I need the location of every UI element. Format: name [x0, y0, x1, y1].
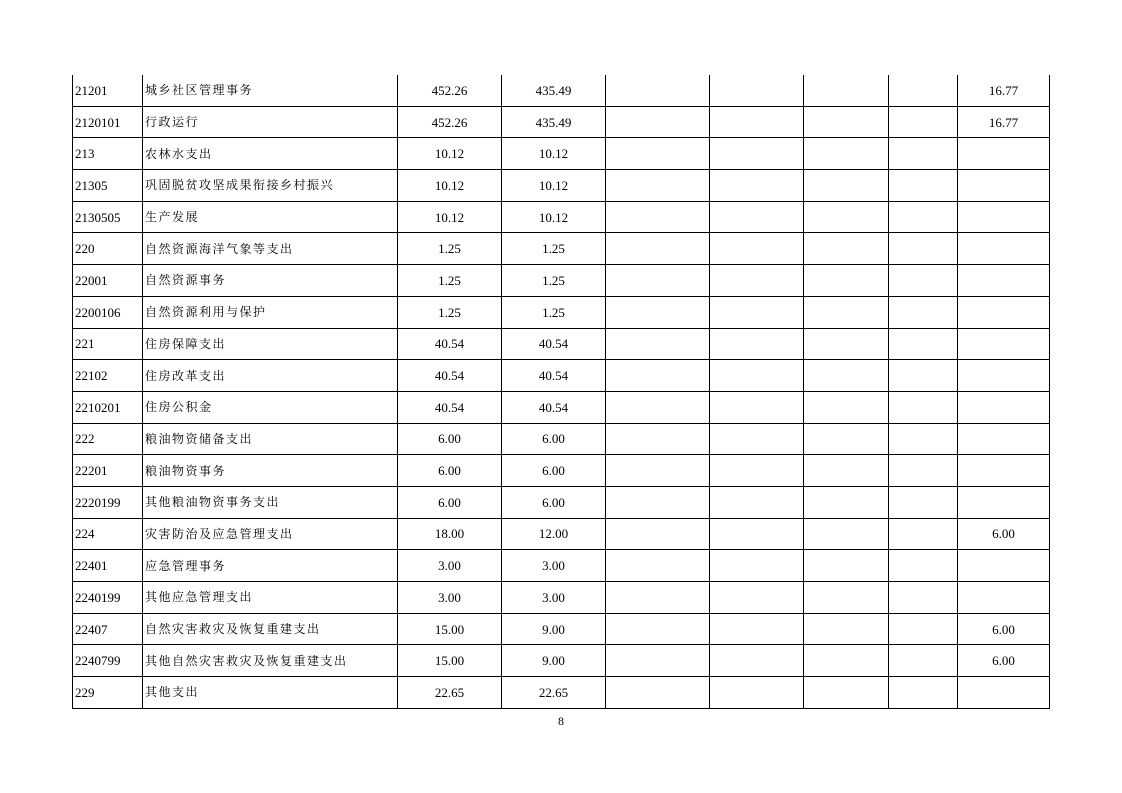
cell-name: 应急管理事务 [143, 550, 398, 582]
cell-total: 6.00 [398, 486, 502, 518]
cell-empty [606, 645, 710, 677]
cell-name: 生产发展 [143, 201, 398, 233]
cell-empty [804, 201, 889, 233]
cell-basic: 6.00 [502, 423, 606, 455]
cell-total: 15.00 [398, 645, 502, 677]
table-row [73, 550, 1050, 582]
cell-code: 2130505 [73, 201, 143, 233]
cell-name: 自然资源利用与保护 [143, 296, 398, 328]
cell-empty [889, 296, 958, 328]
cell-empty [710, 391, 804, 423]
cell-project: 16.77 [958, 75, 1050, 106]
cell-basic: 22.65 [502, 677, 606, 709]
cell-empty [606, 296, 710, 328]
cell-basic: 40.54 [502, 391, 606, 423]
cell-empty [804, 645, 889, 677]
cell-name: 粮油物资储备支出 [143, 423, 398, 455]
cell-project [958, 265, 1050, 297]
cell-basic: 1.25 [502, 233, 606, 265]
cell-empty [606, 518, 710, 550]
cell-code: 2220199 [73, 486, 143, 518]
cell-total: 40.54 [398, 360, 502, 392]
cell-empty [804, 423, 889, 455]
page-number: 8 [558, 714, 564, 728]
cell-empty [606, 201, 710, 233]
cell-empty [710, 613, 804, 645]
cell-empty [710, 550, 804, 582]
cell-code: 2240199 [73, 582, 143, 614]
cell-basic: 9.00 [502, 613, 606, 645]
cell-empty [889, 75, 958, 106]
budget-table-body [73, 75, 1050, 708]
cell-empty [606, 328, 710, 360]
table-row [73, 423, 1050, 455]
cell-empty [710, 201, 804, 233]
cell-name: 自然灾害救灾及恢复重建支出 [143, 613, 398, 645]
table-row [73, 265, 1050, 297]
cell-empty [710, 645, 804, 677]
table-row [73, 486, 1050, 518]
cell-empty [710, 75, 804, 106]
cell-total: 3.00 [398, 582, 502, 614]
cell-total: 6.00 [398, 455, 502, 487]
cell-name: 巩固脱贫攻坚成果衔接乡村振兴 [143, 170, 398, 202]
cell-code: 22401 [73, 550, 143, 582]
cell-basic: 3.00 [502, 582, 606, 614]
cell-empty [889, 613, 958, 645]
cell-empty [804, 328, 889, 360]
cell-empty [710, 486, 804, 518]
cell-empty [889, 170, 958, 202]
cell-project [958, 391, 1050, 423]
table-row [73, 518, 1050, 550]
cell-basic: 40.54 [502, 328, 606, 360]
cell-basic: 435.49 [502, 75, 606, 106]
cell-empty [710, 677, 804, 709]
cell-total: 10.12 [398, 170, 502, 202]
cell-name: 城乡社区管理事务 [143, 75, 398, 106]
cell-empty [710, 106, 804, 138]
cell-empty [606, 170, 710, 202]
cell-total: 6.00 [398, 423, 502, 455]
cell-empty [804, 265, 889, 297]
cell-basic: 10.12 [502, 201, 606, 233]
cell-empty [889, 360, 958, 392]
cell-code: 229 [73, 677, 143, 709]
cell-empty [804, 75, 889, 106]
cell-name: 农林水支出 [143, 138, 398, 170]
cell-empty [804, 391, 889, 423]
cell-code: 221 [73, 328, 143, 360]
cell-total: 10.12 [398, 201, 502, 233]
cell-code: 2210201 [73, 391, 143, 423]
cell-total: 10.12 [398, 138, 502, 170]
table-row [73, 645, 1050, 677]
cell-code: 22001 [73, 265, 143, 297]
table-row [73, 328, 1050, 360]
table-row [73, 582, 1050, 614]
cell-basic: 3.00 [502, 550, 606, 582]
cell-basic: 10.12 [502, 138, 606, 170]
cell-empty [606, 391, 710, 423]
cell-project [958, 582, 1050, 614]
cell-empty [804, 170, 889, 202]
cell-basic: 435.49 [502, 106, 606, 138]
cell-empty [710, 296, 804, 328]
cell-empty [889, 518, 958, 550]
cell-empty [889, 677, 958, 709]
cell-empty [606, 455, 710, 487]
cell-empty [710, 233, 804, 265]
cell-total: 40.54 [398, 328, 502, 360]
cell-code: 21305 [73, 170, 143, 202]
cell-project [958, 138, 1050, 170]
cell-empty [606, 677, 710, 709]
cell-total: 15.00 [398, 613, 502, 645]
cell-name: 灾害防治及应急管理支出 [143, 518, 398, 550]
cell-empty [606, 486, 710, 518]
cell-empty [606, 360, 710, 392]
table-row [73, 677, 1050, 709]
cell-name: 其他支出 [143, 677, 398, 709]
cell-total: 3.00 [398, 550, 502, 582]
cell-total: 22.65 [398, 677, 502, 709]
cell-empty [710, 328, 804, 360]
cell-name: 自然资源海洋气象等支出 [143, 233, 398, 265]
cell-basic: 6.00 [502, 455, 606, 487]
cell-basic: 1.25 [502, 265, 606, 297]
cell-empty [889, 328, 958, 360]
cell-empty [804, 455, 889, 487]
cell-empty [889, 201, 958, 233]
table-row [73, 138, 1050, 170]
cell-basic: 12.00 [502, 518, 606, 550]
cell-project [958, 550, 1050, 582]
table-row [73, 233, 1050, 265]
cell-total: 1.25 [398, 296, 502, 328]
cell-project [958, 201, 1050, 233]
cell-basic: 9.00 [502, 645, 606, 677]
cell-project [958, 677, 1050, 709]
cell-code: 2240799 [73, 645, 143, 677]
cell-project: 6.00 [958, 518, 1050, 550]
cell-code: 213 [73, 138, 143, 170]
cell-name: 自然资源事务 [143, 265, 398, 297]
cell-empty [889, 233, 958, 265]
table-row [73, 170, 1050, 202]
cell-empty [710, 518, 804, 550]
cell-empty [804, 106, 889, 138]
cell-total: 40.54 [398, 391, 502, 423]
cell-code: 220 [73, 233, 143, 265]
cell-empty [606, 582, 710, 614]
cell-total: 452.26 [398, 106, 502, 138]
cell-total: 1.25 [398, 233, 502, 265]
cell-empty [889, 486, 958, 518]
cell-empty [710, 360, 804, 392]
cell-empty [710, 455, 804, 487]
cell-empty [889, 106, 958, 138]
cell-empty [710, 170, 804, 202]
cell-code: 22407 [73, 613, 143, 645]
cell-total: 1.25 [398, 265, 502, 297]
cell-empty [804, 233, 889, 265]
cell-basic: 10.12 [502, 170, 606, 202]
table-row [73, 391, 1050, 423]
cell-project [958, 486, 1050, 518]
cell-project [958, 170, 1050, 202]
cell-code: 222 [73, 423, 143, 455]
table-row [73, 201, 1050, 233]
cell-empty [804, 360, 889, 392]
table-row [73, 613, 1050, 645]
cell-name: 住房公积金 [143, 391, 398, 423]
table-row [73, 296, 1050, 328]
cell-total: 18.00 [398, 518, 502, 550]
cell-project [958, 328, 1050, 360]
cell-empty [710, 423, 804, 455]
cell-empty [889, 455, 958, 487]
cell-empty [804, 518, 889, 550]
cell-empty [889, 391, 958, 423]
cell-empty [606, 550, 710, 582]
cell-empty [710, 582, 804, 614]
table-row [73, 360, 1050, 392]
cell-project [958, 423, 1050, 455]
cell-name: 粮油物资事务 [143, 455, 398, 487]
cell-code: 21201 [73, 75, 143, 106]
table-row [73, 455, 1050, 487]
cell-name: 住房改革支出 [143, 360, 398, 392]
cell-total: 452.26 [398, 75, 502, 106]
budget-table [72, 75, 1050, 709]
cell-project [958, 296, 1050, 328]
cell-empty [804, 138, 889, 170]
cell-project [958, 360, 1050, 392]
cell-empty [889, 645, 958, 677]
cell-empty [606, 265, 710, 297]
cell-code: 22102 [73, 360, 143, 392]
cell-project: 6.00 [958, 645, 1050, 677]
cell-empty [804, 582, 889, 614]
cell-code: 2120101 [73, 106, 143, 138]
cell-empty [606, 138, 710, 170]
cell-name: 其他自然灾害救灾及恢复重建支出 [143, 645, 398, 677]
cell-empty [606, 106, 710, 138]
cell-code: 2200106 [73, 296, 143, 328]
cell-empty [889, 582, 958, 614]
cell-empty [804, 296, 889, 328]
cell-name: 住房保障支出 [143, 328, 398, 360]
cell-project: 16.77 [958, 106, 1050, 138]
cell-empty [889, 550, 958, 582]
cell-empty [710, 265, 804, 297]
cell-name: 其他粮油物资事务支出 [143, 486, 398, 518]
cell-name: 其他应急管理支出 [143, 582, 398, 614]
cell-name: 行政运行 [143, 106, 398, 138]
cell-empty [606, 423, 710, 455]
cell-empty [889, 423, 958, 455]
cell-project [958, 233, 1050, 265]
cell-empty [804, 677, 889, 709]
cell-code: 224 [73, 518, 143, 550]
cell-empty [710, 138, 804, 170]
cell-project: 6.00 [958, 613, 1050, 645]
cell-code: 22201 [73, 455, 143, 487]
table-row [73, 75, 1050, 106]
cell-basic: 40.54 [502, 360, 606, 392]
cell-basic: 1.25 [502, 296, 606, 328]
cell-empty [606, 75, 710, 106]
cell-empty [606, 233, 710, 265]
cell-empty [889, 138, 958, 170]
cell-empty [804, 550, 889, 582]
cell-empty [889, 265, 958, 297]
cell-empty [804, 613, 889, 645]
cell-project [958, 455, 1050, 487]
cell-empty [606, 613, 710, 645]
cell-empty [804, 486, 889, 518]
cell-basic: 6.00 [502, 486, 606, 518]
table-row [73, 106, 1050, 138]
